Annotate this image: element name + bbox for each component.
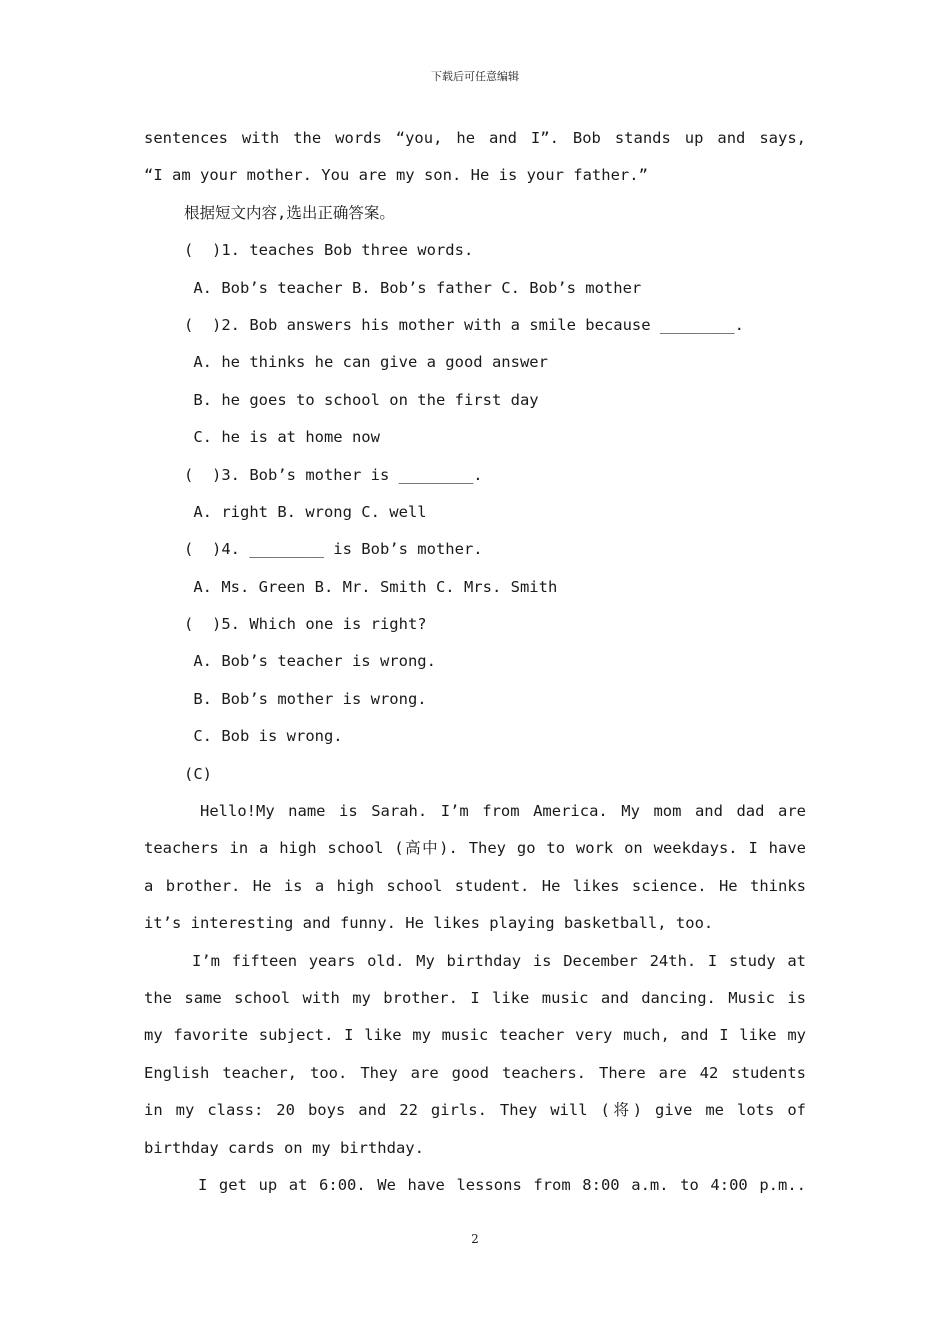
text-line: “I am your mother. You are my son. He is your father.”	[144, 166, 648, 185]
question-2-option-a: A. he thinks he can give a good answer	[184, 353, 548, 372]
paragraph-line: birthday cards on my birthday.	[144, 1138, 424, 1157]
paragraph-line: it’s interesting and funny. He likes playing basketball, too.	[144, 914, 714, 933]
paragraph-line: a brother. He is a high school student. He likes science. He thinks	[144, 876, 806, 895]
page-content	[144, 120, 806, 1204]
question-4-options: A. Ms. Green B. Mr. Smith C. Mrs. Smith	[184, 577, 558, 596]
question-1-options: A. Bob’s teacher B. Bob’s father C. Bob’s mother	[184, 278, 642, 297]
question-3: ( )3. Bob’s mother is ________.	[184, 465, 483, 484]
paragraph-line: the same school with my brother. I like music and dancing. Music is	[144, 988, 806, 1007]
paragraph-line: Hello!My name is Sarah. I’m from America. My mom and dad are	[200, 802, 806, 821]
question-2: ( )2. Bob answers his mother with a smile because ________.	[184, 315, 744, 334]
question-2-option-c: C. he is at home now	[184, 428, 380, 447]
paragraph-line: I get up at 6:00. We have lessons from 8:00 a.m. to 4:00 p.m..	[198, 1175, 806, 1194]
question-2-option-b: B. he goes to school on the first day	[184, 390, 539, 409]
page-header: 下载后可任意编辑	[431, 70, 519, 83]
text-line: sentences with the words “you, he and I”. Bob stands up and says,	[144, 129, 806, 147]
question-5-option-b: B. Bob’s mother is wrong.	[184, 689, 427, 708]
section-label: (C)	[184, 764, 212, 783]
paragraph-line: English teacher, too. They are good teachers. There are 42 students	[144, 1063, 806, 1082]
page-number: 2	[471, 1232, 479, 1246]
paragraph-line: I’m fifteen years old. My birthday is December 24th. I study at	[192, 951, 806, 970]
paragraph-line: my favorite subject. I like my music teacher very much, and I like my	[144, 1026, 806, 1045]
question-4: ( )4. ________ is Bob’s mother.	[184, 540, 483, 559]
paragraph-line: teachers in a high school (高中). They go to work on weekdays. I have	[144, 839, 806, 858]
question-5-option-a: A. Bob’s teacher is wrong.	[184, 652, 436, 671]
question-5-option-c: C. Bob is wrong.	[184, 727, 343, 746]
question-5: ( )5. Which one is right?	[184, 615, 427, 634]
question-1: ( )1. teaches Bob three words.	[184, 241, 474, 260]
instruction-line: 根据短文内容,选出正确答案。	[184, 203, 395, 222]
question-3-options: A. right B. wrong C. well	[184, 502, 427, 521]
paragraph-line: in my class: 20 boys and 22 girls. They will (将) give me lots of	[144, 1101, 806, 1120]
